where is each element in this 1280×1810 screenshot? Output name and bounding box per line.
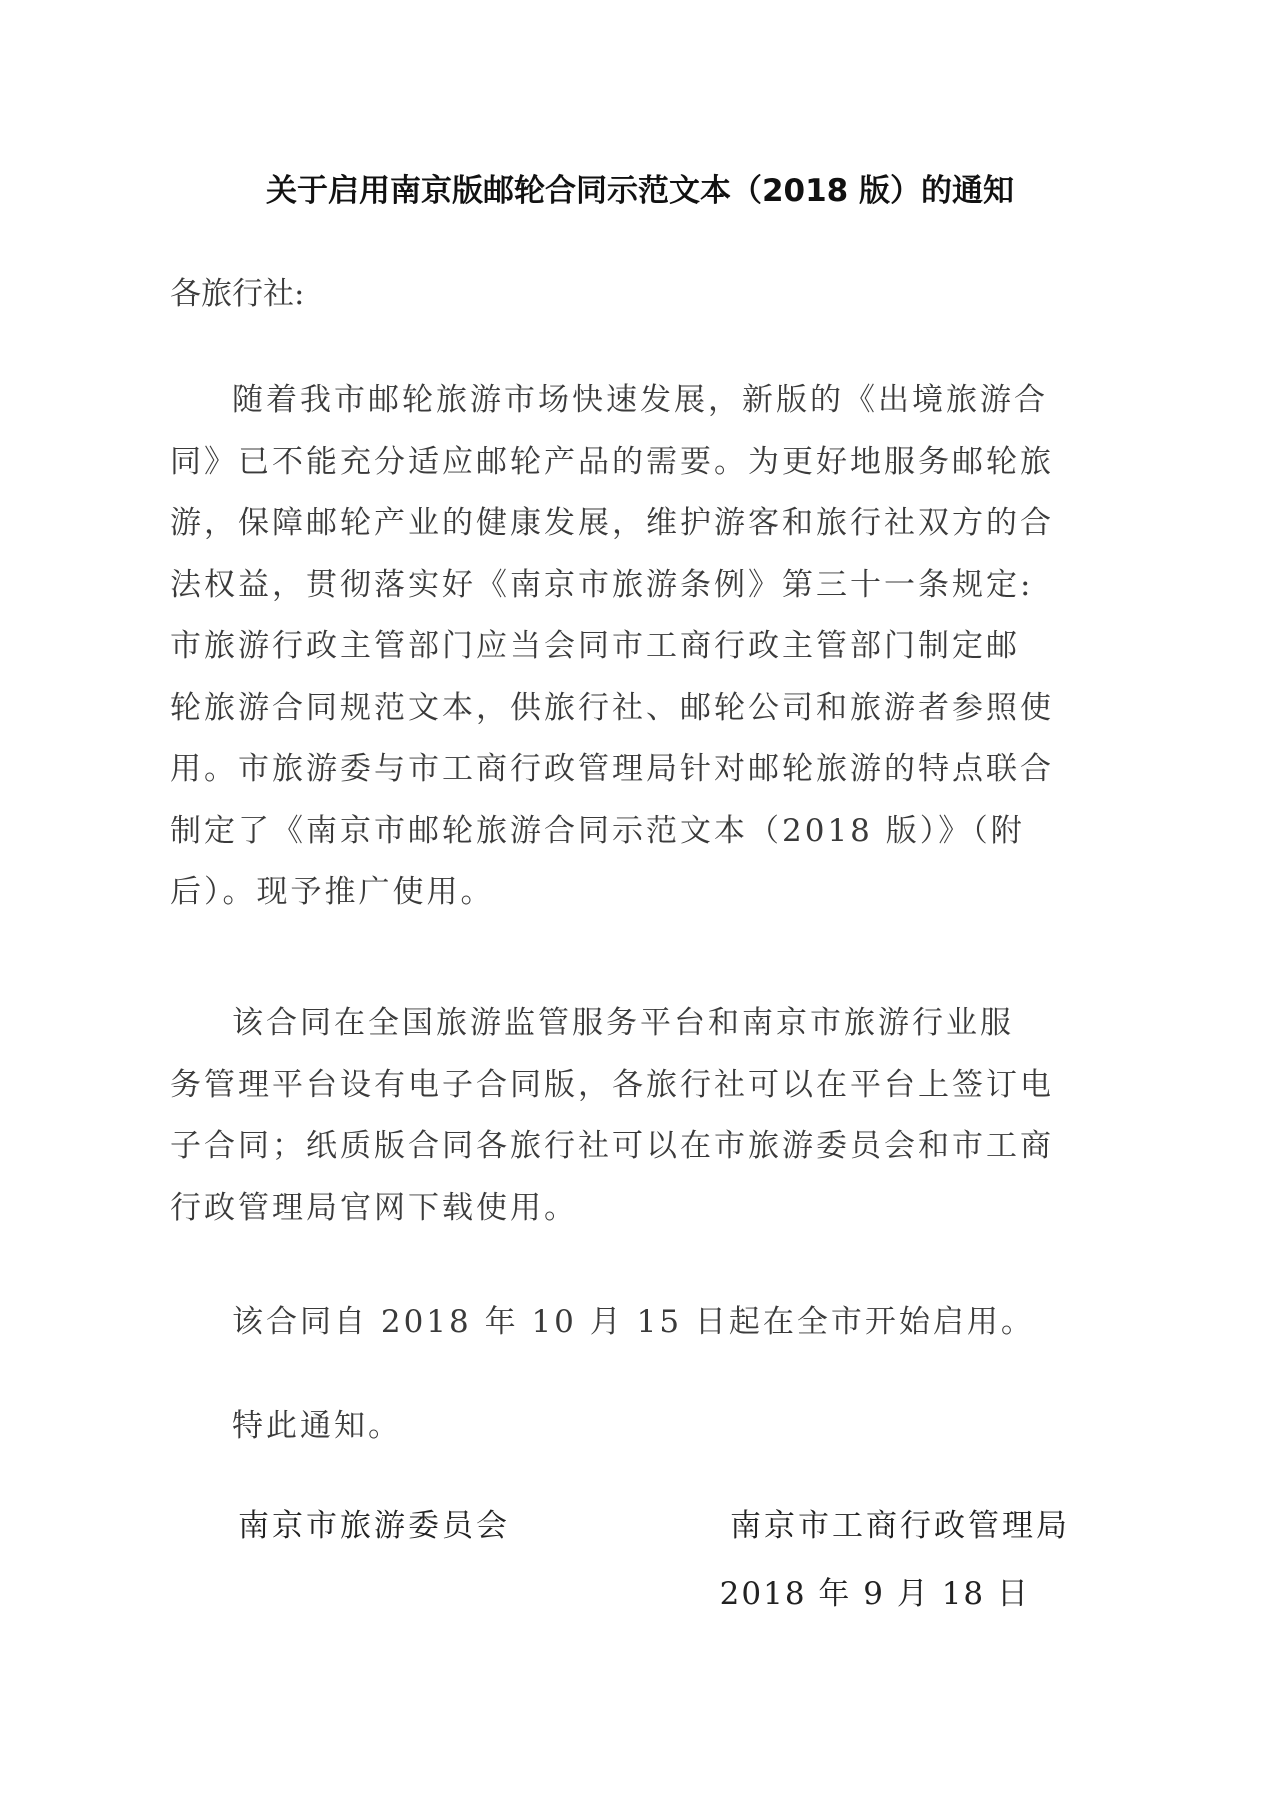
text-line: 制定了《南京市邮轮旅游合同示范文本（2018 版）》（附 [170,812,1025,849]
document-title: 关于启用南京版邮轮合同示范文本（2018 版）的通知 [265,173,1015,209]
salutation: 各旅行社: [170,276,305,312]
text-line: 子合同；纸质版合同各旅行社可以在市旅游委员会和市工商 [170,1128,1054,1164]
text-line: 轮旅游合同规范文本，供旅行社、邮轮公司和旅游者参照使 [170,689,1054,726]
signature-tourism-committee: 南京市旅游委员会 [238,1508,510,1544]
text-line: 后）。现予推广使用。 [170,874,495,910]
signature-date: 2018 年 9 月 18 日 [719,1576,1030,1612]
text-line: 同》已不能充分适应邮轮产品的需要。为更好地服务邮轮旅 [170,443,1054,480]
text-line: 市旅游行政主管部门应当会同市工商行政主管部门制定邮 [170,628,1020,664]
text-line: 务管理平台设有电子合同版，各旅行社可以在平台上签订电 [170,1066,1054,1103]
text-line: 游，保障邮轮产业的健康发展，维护游客和旅行社双方的合 [170,505,1054,541]
text-line: 法权益，贯彻落实好《南京市旅游条例》第三十一条规定: [170,566,1034,603]
paragraph-closing: 特此通知。 [232,1408,402,1444]
paragraph-effective-date: 该合同自 2018 年 10 月 15 日起在全市开始启用。 [232,1304,1035,1340]
text-line: 行政管理局官网下载使用。 [170,1189,578,1226]
text-line: 用。市旅游委与市工商行政管理局针对邮轮旅游的特点联合 [170,751,1054,787]
signature-industry-commerce-bureau: 南京市工商行政管理局 [730,1508,1070,1544]
text-line: 随着我市邮轮旅游市场快速发展，新版的《出境旅游合 [232,382,1048,418]
text-line: 该合同在全国旅游监管服务平台和南京市旅游行业服 [232,1005,1014,1041]
paragraph-platform [170,993,1120,1239]
paragraph-background [170,370,1120,924]
